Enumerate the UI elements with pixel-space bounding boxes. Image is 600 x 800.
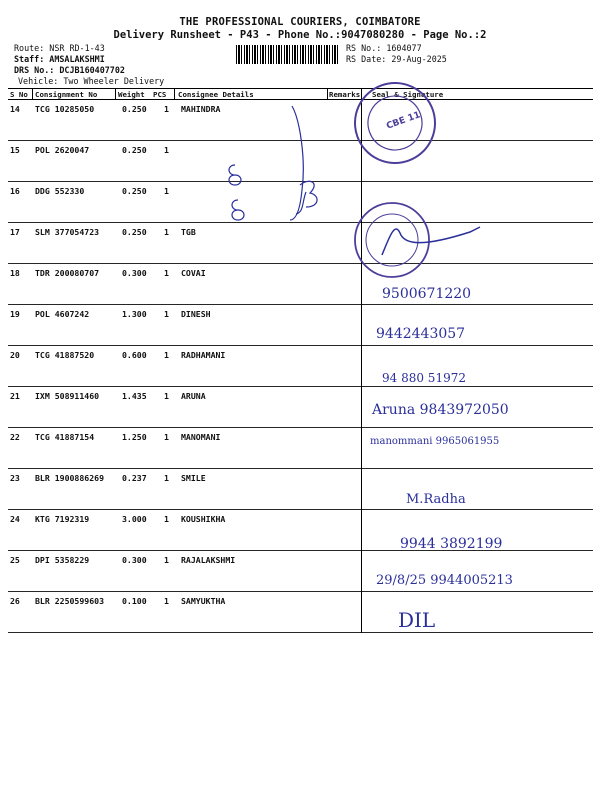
cell-consignee: MANOMANI [181, 432, 221, 442]
handwritten-phone [400, 536, 502, 552]
route-label: Route: NSR RD-1-43 [14, 43, 105, 53]
runsheet-subtitle: Delivery Runsheet - P43 - Phone No.:9047080280 - Page No.:2 [113, 29, 487, 41]
cell-weight: 0.100 [122, 596, 147, 606]
cell-consignee: KOUSHIKHA [181, 514, 226, 524]
col-header-remarks: Remarks [329, 90, 361, 99]
handwriting-1: 9500671220 [382, 286, 472, 302]
cell-sno: 21 [10, 391, 20, 401]
cell-weight: 3.000 [122, 514, 147, 524]
cell-weight: 0.300 [122, 555, 147, 565]
cell-consignment: POL 4607242 [35, 309, 90, 319]
cell-consignment: TCG 10285050 [35, 104, 95, 114]
vehicle-label: Vehicle: Two Wheeler Delivery [18, 76, 165, 86]
cell-pcs: 1 [164, 268, 169, 278]
cell-pcs: 1 [164, 596, 169, 606]
cell-sno: 16 [10, 186, 20, 196]
cell-consignee: MAHINDRA [181, 104, 221, 114]
cell-pcs: 1 [164, 555, 169, 565]
col-header-weight: Weight [118, 90, 145, 99]
cell-weight: 0.250 [122, 145, 147, 155]
cell-pcs: 1 [164, 145, 169, 155]
cell-sno: 24 [10, 514, 20, 524]
cell-pcs: 1 [164, 227, 169, 237]
cell-consignment: TCG 41887520 [35, 350, 95, 360]
signature-scribble [382, 227, 480, 255]
col-header-sno: S No [10, 90, 28, 99]
handwritten-phone [382, 371, 466, 385]
col-header-consignment: Consignment No [35, 90, 98, 99]
handwriting-8: 29/8/25 9944005213 [376, 573, 513, 588]
handwritten-phone [376, 573, 513, 588]
handwritten-phone [370, 436, 499, 447]
cell-sno: 20 [10, 350, 20, 360]
handwriting-3: 94 880 51972 [382, 371, 466, 385]
cell-consignment: KTG 7192319 [35, 514, 90, 524]
cell-consignee: TGB [181, 227, 196, 237]
pen-mark [232, 200, 244, 220]
cell-consignment: DDG 552330 [35, 186, 85, 196]
handwritten-phone [371, 402, 509, 418]
cell-consignee: SMILE [181, 473, 206, 483]
cell-sno: 25 [10, 555, 20, 565]
handwriting-5: manommani 9965061955 [370, 436, 500, 447]
handwritten-phone [382, 286, 471, 302]
cell-consignment: BLR 1900886269 [35, 473, 105, 483]
cell-consignment: POL 2620047 [35, 145, 90, 155]
handwritten-name [406, 492, 466, 507]
cell-consignee: DINESH [181, 309, 211, 319]
cell-weight: 0.250 [122, 104, 147, 114]
cell-weight: 1.300 [122, 309, 147, 319]
cell-pcs: 1 [164, 104, 169, 114]
cell-weight: 1.250 [122, 432, 147, 442]
handwritten-initials [398, 608, 435, 632]
cell-pcs: 1 [164, 350, 169, 360]
svg-text:CBE 11: CBE 11 [385, 110, 422, 132]
cell-consignee: SAMYUKTHA [181, 596, 226, 606]
pen-mark [229, 165, 241, 185]
cell-consignment: BLR 2250599603 [35, 596, 105, 606]
cell-sno: 14 [10, 104, 20, 114]
document-title: THE PROFESSIONAL COURIERS, COIMBATORE [179, 16, 421, 28]
handwriting-2: 9442443057 [376, 326, 466, 342]
cell-pcs: 1 [164, 186, 169, 196]
cell-weight: 0.300 [122, 268, 147, 278]
cell-consignment: TCG 41887154 [35, 432, 95, 442]
cell-consignee: RADHAMANI [181, 350, 226, 360]
handwritten-phone [376, 326, 465, 342]
cell-sno: 18 [10, 268, 20, 278]
cell-pcs: 1 [164, 309, 169, 319]
cell-sno: 26 [10, 596, 20, 606]
cell-pcs: 1 [164, 473, 169, 483]
cell-consignee: ARUNA [181, 391, 206, 401]
cell-pcs: 1 [164, 391, 169, 401]
col-header-pcs: PCS [153, 90, 167, 99]
seal-stamp [344, 72, 447, 175]
handwriting-4: Aruna 9843972050 [372, 402, 509, 418]
cell-pcs: 1 [164, 514, 169, 524]
cell-consignment: TDR 200080707 [35, 268, 100, 278]
col-header-seal: Seal & Signature [372, 90, 444, 99]
cell-sno: 22 [10, 432, 20, 442]
cell-weight: 1.435 [122, 391, 147, 401]
cell-consignment: DPI 5358229 [35, 555, 90, 565]
cell-pcs: 1 [164, 432, 169, 442]
handwriting-6: M.Radha [406, 492, 466, 507]
cell-weight: 0.600 [122, 350, 147, 360]
col-header-consignee: Consignee Details [178, 90, 254, 99]
cell-sno: 15 [10, 145, 20, 155]
handwriting-7: 9944 3892199 [400, 536, 503, 552]
cell-consignment: IXM 508911460 [35, 391, 100, 401]
cell-consignee: RAJALAKSHMI [181, 555, 236, 565]
rs-number: RS No.: 1604077 [346, 43, 422, 53]
cell-sno: 19 [10, 309, 20, 319]
cell-weight: 0.250 [122, 186, 147, 196]
cell-weight: 0.237 [122, 473, 147, 483]
rs-date: RS Date: 29-Aug-2025 [346, 54, 447, 64]
seal-stamp [355, 203, 429, 277]
cell-consignee: COVAI [181, 268, 206, 278]
cell-weight: 0.250 [122, 227, 147, 237]
cell-consignment: SLM 377054723 [35, 227, 100, 237]
cell-sno: 23 [10, 473, 20, 483]
staff-label: Staff: AMSALAKSHMI [14, 54, 105, 64]
handwriting-9: DIL [398, 608, 436, 632]
cell-sno: 17 [10, 227, 20, 237]
pen-mark [290, 106, 303, 220]
drs-number: DRS No.: DCJB160407702 [14, 65, 125, 75]
